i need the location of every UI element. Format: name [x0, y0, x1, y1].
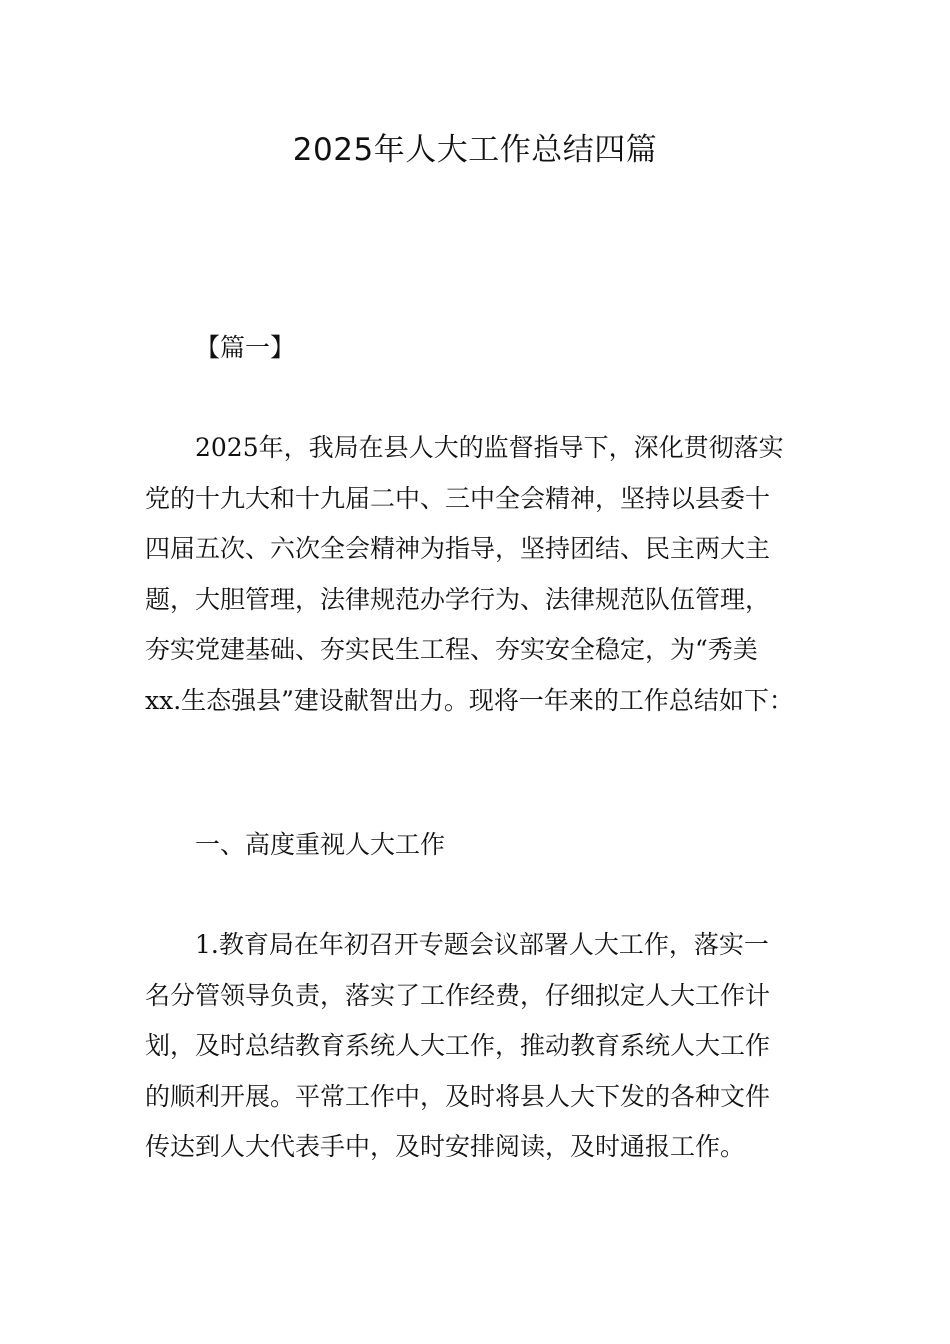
- section-heading: 一、高度重视人大工作: [195, 830, 446, 859]
- intro-line: 2025年，我局在县人大的监督指导下，深化贯彻落实: [195, 433, 784, 462]
- intro-paragraph: [145, 423, 825, 726]
- item-paragraph: [145, 920, 825, 1173]
- document-title: 2025年人大工作总结四篇: [292, 132, 658, 168]
- intro-line: 党的十九大和十九届二中、三中全会精神，坚持以县委十: [145, 483, 771, 513]
- intro-line: 题，大胆管理，法律规范办学行为、法律规范队伍管理，: [145, 584, 771, 614]
- item-line: 的顺利开展。平常工作中，及时将县人大下发的各种文件: [145, 1081, 771, 1111]
- section-mark: 【篇一】: [195, 333, 296, 362]
- item-line: 传达到人大代表手中，及时安排阅读，及时通报工作。: [145, 1132, 746, 1161]
- intro-line: 四届五次、六次全会精神为指导，坚持团结、民主两大主: [145, 534, 771, 563]
- item-line: 1.教育局在年初召开专题会议部署人大工作，落实一: [195, 930, 769, 959]
- intro-line: 夯实党建基础、夯实民生工程、夯实安全稳定，为“秀美: [145, 635, 758, 664]
- item-line: 划，及时总结教育系统人大工作，推动教育系统人大工作: [145, 1031, 771, 1060]
- intro-line: xx.生态强县”建设献智出力。现将一年来的工作总结如下：: [145, 685, 794, 715]
- item-line: 名分管领导负责，落实了工作经费，仔细拟定人大工作计: [145, 980, 771, 1010]
